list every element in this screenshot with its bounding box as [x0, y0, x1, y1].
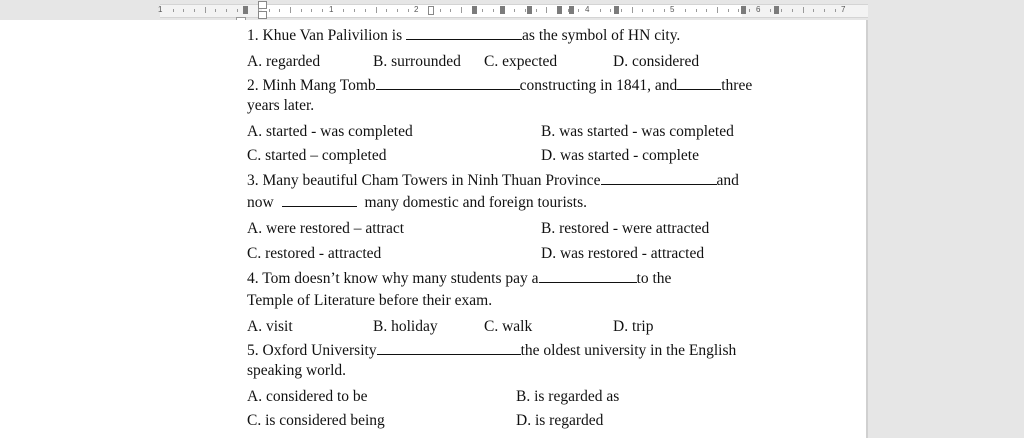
- answer-blank: [539, 268, 637, 283]
- ruler-tick: [183, 9, 184, 12]
- question-text: 4. Tom doesn’t know why many students pay a: [247, 270, 539, 287]
- ruler-tick: [301, 9, 302, 12]
- option-c: C. walk: [484, 318, 533, 335]
- answer-blank: [601, 170, 717, 185]
- question-text: 1. Khue Van Palivilion is: [247, 27, 403, 44]
- ruler-tick: [322, 9, 323, 12]
- question-text: speaking world.: [247, 362, 347, 379]
- tab-stop-marker[interactable]: [614, 6, 619, 14]
- ruler-tick: [653, 9, 654, 12]
- tab-stop-marker[interactable]: [741, 6, 746, 14]
- option-a: A. regarded: [247, 53, 321, 70]
- tab-stop-marker[interactable]: [569, 6, 574, 14]
- question-4-stem-cont: [247, 291, 492, 311]
- answer-blank: [377, 340, 521, 355]
- ruler-tick: [600, 9, 601, 12]
- ruler-number: 1: [329, 5, 334, 14]
- option-c: C. restored - attracted: [247, 245, 382, 262]
- question-text: as the symbol of HN city.: [522, 27, 681, 44]
- option-d: D. is regarded: [516, 412, 604, 429]
- option-d: D. considered: [613, 53, 700, 70]
- question-text: 2. Minh Mang Tomb: [247, 77, 376, 94]
- ruler-tick: [173, 9, 174, 12]
- option-c: C. started – completed: [247, 147, 387, 164]
- question-4-stem: [247, 268, 671, 289]
- option-b: B. restored - were attracted: [541, 220, 710, 237]
- question-2-stem-cont: [247, 96, 314, 116]
- question-5-stem-cont: [247, 361, 346, 381]
- option-b: B. holiday: [373, 318, 438, 335]
- ruler-tick: [493, 9, 494, 12]
- option-a: A. visit: [247, 318, 293, 335]
- question-text: constructing in 1841, and: [519, 77, 678, 94]
- option-b: B. was started - was completed: [541, 123, 734, 140]
- ruler-tick: [311, 9, 312, 12]
- option-b: B. is regarded as: [516, 388, 620, 405]
- ruler-tick: [728, 9, 729, 12]
- question-5-stem: [247, 340, 736, 361]
- question-text: to the: [636, 270, 672, 287]
- question-3-stem: [247, 170, 739, 191]
- ruler-tick: [269, 9, 270, 12]
- ruler-tick: [461, 7, 462, 13]
- question-text: and: [716, 172, 739, 189]
- ruler-tick: [215, 9, 216, 12]
- ruler-tick: [290, 7, 291, 13]
- ruler-tick: [226, 9, 227, 12]
- tab-stop-marker[interactable]: [500, 6, 505, 14]
- answer-blank: [406, 25, 522, 40]
- ruler-tick: [717, 7, 718, 13]
- horizontal-ruler[interactable]: [0, 0, 1024, 20]
- hanging-indent-marker[interactable]: [258, 11, 267, 19]
- ruler-tick: [343, 9, 344, 12]
- ruler-tick: [835, 9, 836, 12]
- question-text: years later.: [247, 97, 315, 114]
- ruler-tick: [365, 9, 366, 12]
- ruler-tick: [546, 7, 547, 13]
- ruler-number: 4: [585, 5, 590, 14]
- ruler-tick: [450, 9, 451, 12]
- ruler-tick: [738, 9, 739, 12]
- ruler-tick: [813, 9, 814, 12]
- ruler-tick: [205, 7, 206, 13]
- question-text: 3. Many beautiful Cham Towers in Ninh Thuan Province: [247, 172, 601, 189]
- ruler-tick: [621, 9, 622, 12]
- answer-blank: [677, 75, 721, 90]
- ruler-tick: [610, 9, 611, 12]
- ruler-tick: [386, 9, 387, 12]
- ruler-tick: [482, 9, 483, 12]
- question-text: now: [247, 194, 274, 211]
- option-d: D. trip: [613, 318, 654, 335]
- tab-stop-marker[interactable]: [243, 6, 248, 14]
- ruler-tick: [514, 9, 515, 12]
- option-d: D. was restored - attracted: [541, 245, 705, 262]
- question-text: the oldest university in the English: [520, 342, 737, 359]
- first-line-indent-marker[interactable]: [258, 1, 267, 9]
- ruler-number: 2: [414, 5, 419, 14]
- option-a: A. were restored – attract: [247, 220, 405, 237]
- option-c: C. expected: [484, 53, 558, 70]
- ruler-tick: [194, 9, 195, 12]
- ruler-tick: [749, 9, 750, 12]
- ruler-tick: [642, 9, 643, 12]
- question-2-stem: [247, 75, 752, 96]
- ruler-number: 5: [670, 5, 675, 14]
- ruler-tick: [354, 9, 355, 12]
- ruler-tick: [536, 9, 537, 12]
- answer-blank: [282, 192, 357, 207]
- ruler-tick: [685, 9, 686, 12]
- ruler-tick: [376, 7, 377, 13]
- option-c: C. is considered being: [247, 412, 385, 429]
- question-text: many domestic and foreign tourists.: [364, 194, 588, 211]
- ruler-tick: [397, 9, 398, 12]
- question-text: 5. Oxford University: [247, 342, 377, 359]
- option-a: A. started - was completed: [247, 123, 413, 140]
- ruler-tick: [792, 9, 793, 12]
- option-d: D. was started - complete: [541, 147, 699, 164]
- ruler-tick: [664, 9, 665, 12]
- option-b: B. surrounded: [373, 53, 461, 70]
- question-1-stem: [247, 25, 680, 46]
- ruler-tick: [440, 9, 441, 12]
- tab-stop-marker[interactable]: [557, 6, 562, 14]
- ruler-tick: [803, 7, 804, 13]
- ruler-tick: [781, 9, 782, 12]
- answer-blank: [376, 75, 520, 90]
- page-edge: [866, 20, 868, 438]
- ruler-tick: [696, 9, 697, 12]
- ruler-tick: [279, 9, 280, 12]
- option-a: A. considered to be: [247, 388, 368, 405]
- question-text: three: [721, 77, 753, 94]
- question-text: Temple of Literature before their exam.: [247, 292, 493, 309]
- ruler-number: 1: [158, 5, 163, 14]
- ruler-tick: [632, 7, 633, 13]
- ruler-tick: [770, 9, 771, 12]
- ruler-tick: [824, 9, 825, 12]
- question-3-stem-cont: [247, 192, 587, 213]
- ruler-tick: [706, 9, 707, 12]
- ruler-number: 6: [756, 5, 761, 14]
- tab-stop-marker[interactable]: [428, 6, 434, 15]
- ruler-tick: [408, 9, 409, 12]
- ruler-tick: [525, 9, 526, 12]
- ruler-tick: [578, 9, 579, 12]
- ruler-number: 7: [841, 5, 846, 14]
- ruler-tick: [237, 9, 238, 12]
- tab-stop-marker[interactable]: [527, 6, 532, 14]
- tab-stop-marker[interactable]: [472, 6, 477, 14]
- tab-stop-marker[interactable]: [774, 6, 779, 14]
